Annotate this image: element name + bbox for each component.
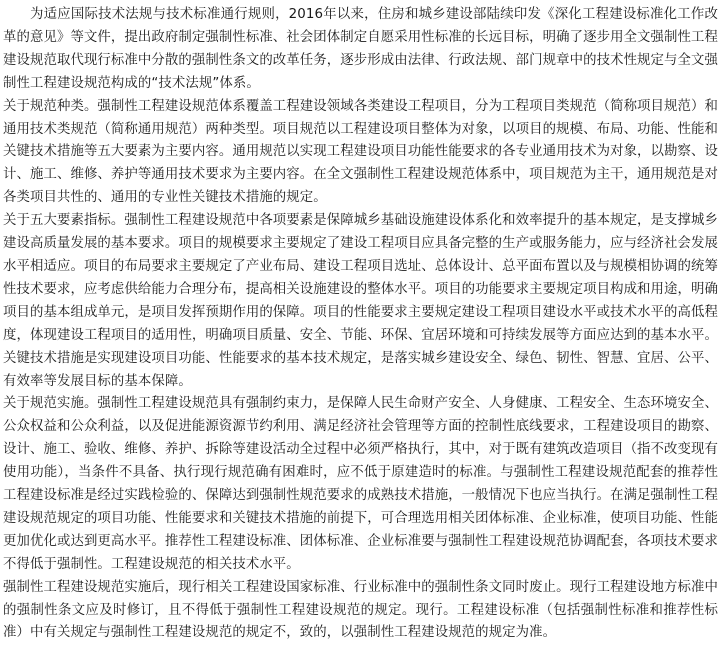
paragraph-spec-types: 关于规范种类。强制性工程建设规范体系覆盖工程建设领域各类建设工程项目，分为工程项目类规范（简称项目规范）和通用技术类规范（简称通用规范）两种类型。项目规范以工程建设项目整体为对象，以项目的规模、布局、功能、性能和关键技术措施等五大要素为主要内容。通用规范以实现工程建设项目功能性能要求的各专业通用技术为对象，以勘察、设计、施工、维修、养护等通用技术要求为主要内容。在全文强制性工程建设规范体系中，项目规范为主干，通用规范是对各类项目共性的、通用的专业性关键技术措施的规定。 <box>3 98 718 206</box>
paragraph-intro: 为适应国际技术法规与技术标准通行规则，2016年以来，住房和城乡建设部陆续印发《深化工程建设标准化工作改革的意见》等文件，提出政府制定强制性标准、社会团体制定自愿采用性标准的长远目标，明确了逐步用全文强制性工程建设规范取代现行标准中分散的强制性条文的改革任务，逐步形成由法律、行政法规、部门规章中的技术性规定与全文强制性工程建设规范构成的“技术法规”体系。 <box>3 7 718 91</box>
paragraph-five-elements: 关于五大要素指标。强制性工程建设规范中各项要素是保障城乡基础设施建设体系化和效率提升的基本规定，是支撑城乡建设高质量发展的基本要求。项目的规模要求主要规定了建设工程项目应具备完整的生产或服务能力，应与经济社会发展水平相适应。项目的布局要求主要规定了产业布局、建设工程项目选址、总体设计、总平面布置以及与规模相协调的统筹性技术要求，应考虑供给能力合理分布，提高相关设施建设的整体水平。项目的功能要求主要规定项目构成和用途，明确项目的基本组成单元，是项目发挥预期作用的保障。项目的性能要求主要规定建设工程项目建设水平或技术水平的高低程度，体现建设工程项目的适用性，明确项目质量、安全、节能、环保、宜居环境和可持续发展等方面应达到的基本水平。关键技术措施是实现建设项目功能、性能要求的基本技术规定，是落实城乡建设安全、绿色、韧性、智慧、宜居、公平、有效率等发展目标的基本保障。 <box>3 213 718 389</box>
paragraph-repeal: 强制性工程建设规范实施后，现行相关工程建设国家标准、行业标准中的强制性条文同时废止。现行工程建设地方标准中的强制性条文应及时修订，且不得低于强制性工程建设规范的规定。现行。工程建设标准（包括强制性标准和推荐性标准）中有关规定与强制性工程建设规范的规定不，致的，以强制性工程建设规范的规定为准。 <box>3 579 718 641</box>
paragraph-implementation: 关于规范实施。强制性工程建设规范具有强制约束力，是保障人民生命财产安全、人身健康、工程安全、生态环境安全、公众权益和公众利益，以及促进能源资源节约利用、满足经济社会管理等方面的控制性底线要求，工程建设项目的勘察、设计、施工、验收、维修、养护、拆除等建设活动全过程中必须严格执行，其中，对于既有建筑改造项目（指不改变现有使用功能），当条件不具备、执行现行规范确有困难时，应不低于原建造时的标准。与强制性工程建设规范配套的推荐性工程建设标准是经过实践检验的、保障达到强制性规范要求的成熟技术措施，一般情况下也应当执行。在满足强制性工程建设规范规定的项目功能、性能要求和关键技术措施的前提下，可合理选用相关团体标准、企业标准，使项目功能、性能更加优化或达到更高水平。推荐性工程建设标准、团体标准、企业标准要与强制性工程建设规范协调配套，各项技术要求不得低于强制性。工程建设规范的相关技术水平。 <box>3 396 718 572</box>
